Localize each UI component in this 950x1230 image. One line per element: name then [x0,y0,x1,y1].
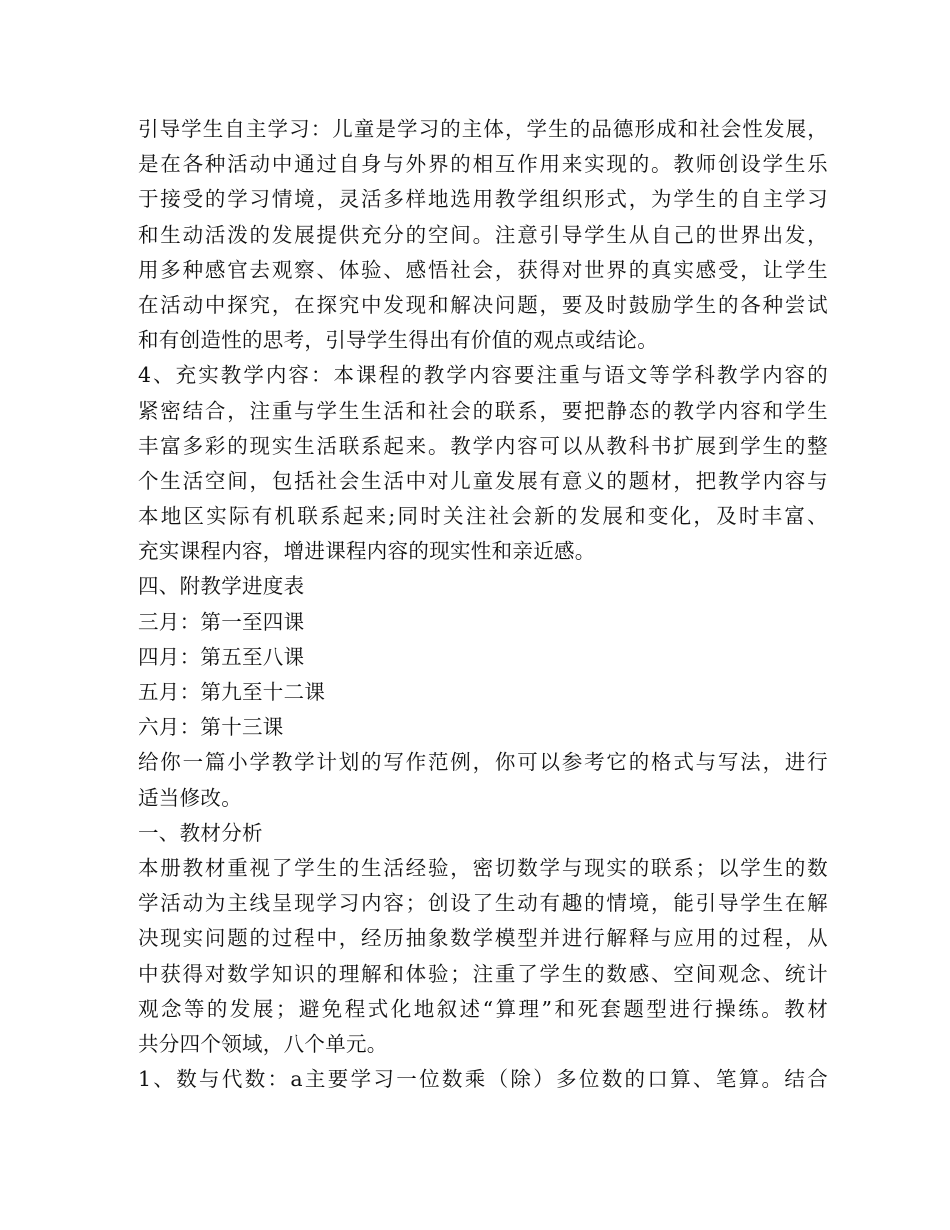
text-line: 给你一篇小学教学计划的写作范例，你可以参考它的格式与写法，进行 [138,750,828,775]
text-line: 个生活空间，包括社会生活中对儿童发展有意义的题材，把教学内容与 [138,468,828,493]
text-line: 充实课程内容，增进课程内容的现实性和亲近感。 [138,539,596,564]
text-line: 四、附教学进度表 [138,574,305,599]
text-line: 是在各种活动中通过自身与外界的相互作用来实现的。教师创设学生乐 [138,152,828,177]
text-line: 三月：第一至四课 [138,609,305,634]
text-line: 中获得对数学知识的理解和体验；注重了学生的数感、空间观念、统计 [138,961,828,986]
text-line: 引导学生自主学习：儿童是学习的主体，学生的品德形成和社会性发展， [138,117,828,141]
text-line: 在活动中探究，在探究中发现和解决问题，要及时鼓励学生的各种尝试 [138,292,828,317]
text-line: 本册教材重视了学生的生活经验，密切数学与现实的联系；以学生的数 [138,855,828,880]
text-line: 丰富多彩的现实生活联系起来。教学内容可以从教科书扩展到学生的整 [138,433,828,458]
document-body [138,112,828,1097]
text-line: 1、数与代数：a主要学习一位数乘（除）多位数的口算、笔算。结合 [138,1067,828,1092]
text-line: 和有创造性的思考，引导学生得出有价值的观点或结论。 [138,328,658,353]
text-line: 紧密结合，注重与学生生活和社会的联系，要把静态的教学内容和学生 [138,398,828,423]
text-line: 适当修改。 [138,785,242,810]
text-line: 于接受的学习情境，灵活多样地选用教学组织形式，为学生的自主学习 [138,187,828,212]
text-line: 共分四个领域，八个单元。 [138,1031,388,1056]
text-line: 用多种感官去观察、体验、感悟社会，获得对世界的真实感受，让学生 [138,257,828,282]
text-line: 观念等的发展；避免程式化地叙述“算理”和死套题型进行操练。教材 [138,996,828,1021]
text-line: 四月：第五至八课 [138,644,305,669]
text-line: 决现实问题的过程中，经历抽象数学模型并进行解释与应用的过程，从 [138,926,828,951]
text-line: 本地区实际有机联系起来;同时关注社会新的发展和变化，及时丰富、 [138,504,828,529]
text-line: 4、充实教学内容：本课程的教学内容要注重与语文等学科教学内容的 [138,363,828,388]
text-line: 学活动为主线呈现学习内容；创设了生动有趣的情境，能引导学生在解 [138,891,828,916]
text-line: 六月：第十三课 [138,715,284,740]
text-line: 和生动活泼的发展提供充分的空间。注意引导学生从自己的世界出发， [138,222,828,247]
text-line: 一、教材分析 [138,820,263,845]
text-line: 五月：第九至十二课 [138,680,326,704]
